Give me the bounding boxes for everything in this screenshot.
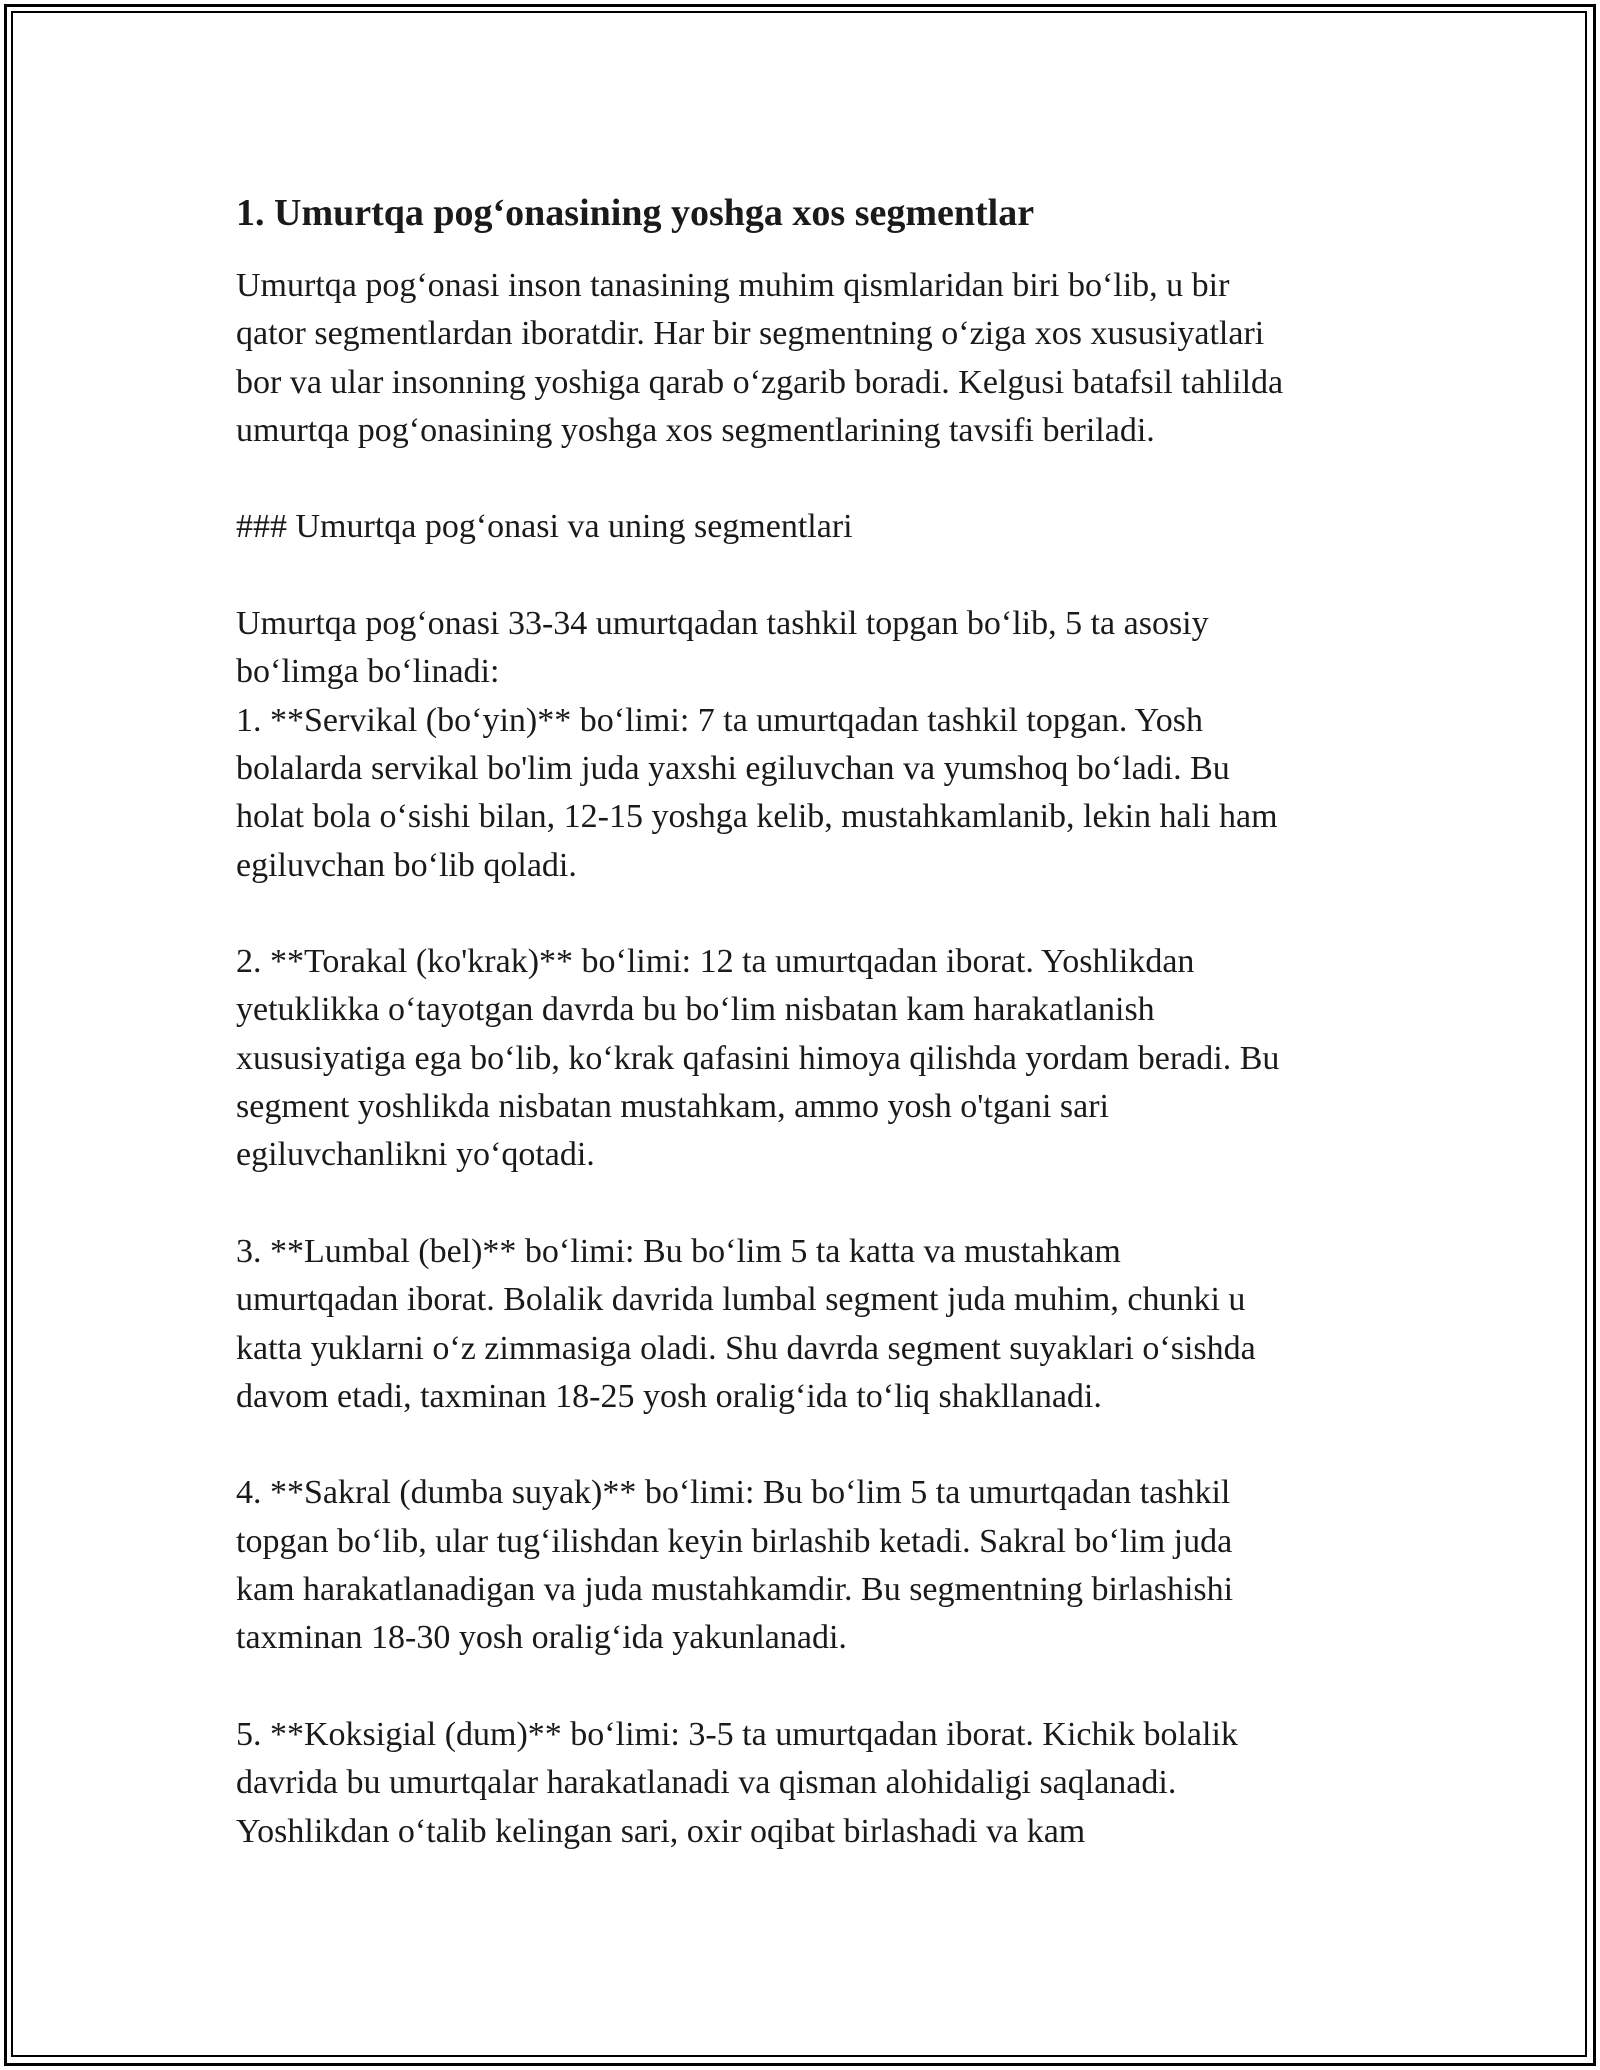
overview-paragraph: Umurtqa pog‘onasi 33-34 umurtqadan tashkil topgan bo‘lib, 5 ta asosiy bo‘limga bo‘linadi:	[236, 605, 1209, 691]
segment-item-coccygeal: 5. **Koksigial (dum)** bo‘limi: 3-5 ta umurtqadan iborat. Kichik bolalik davrida bu umurtqalar harakatlanadi va qisman alohidaligi saqlanadi. Yoshlikdan o‘talib kelingan sari, oxir oqibat birlashadi va kam	[236, 1715, 1238, 1850]
paragraph-spacer	[236, 1421, 1386, 1469]
paragraph-spacer	[236, 1180, 1386, 1228]
segment-item-thoracic: 2. **Torakal (ko'krak)** bo‘limi: 12 ta umurtqadan iborat. Yoshlikdan yetuklikka o‘tayotgan davrda bu bo‘lim nisbatan kam harakatlanish xususiyatiga ega bo‘lib, ko‘krak qafasini himoya qilishda yordam beradi. Bu segment yoshlikda nisbatan mustahkam, ammo yosh o'tgani sari egiluvchanlikni yo‘qotadi.	[236, 943, 1280, 1174]
section-subheading: ### Umurtqa pog‘onasi va uning segmentlari	[236, 508, 853, 546]
paragraph-spacer	[236, 1663, 1386, 1711]
segment-item-cervical: 1. **Servikal (bo‘yin)** bo‘limi: 7 ta umurtqadan tashkil topgan. Yosh bolalarda servikal bo'lim juda yaxshi egiluvchan va yumshoq bo‘ladi. Bu holat bola o‘sishi bilan, 12-15 yoshga kelib, mustahkamlanib, lekin hali ham egiluvchan bo‘lib qoladi.	[236, 701, 1278, 884]
segment-item-lumbar: 3. **Lumbal (bel)** bo‘limi: Bu bo‘lim 5 ta katta va mustahkam umurtqadan iborat. Bolalik davrida lumbal segment juda muhim, chunki u katta yuklarni o‘z zimmasiga oladi. Shu davrda segment suyaklari o‘sishda davom etadi, taxminan 18-25 yosh oralig‘ida to‘liq shakllanadi.	[236, 1232, 1256, 1415]
segment-item-sacral: 4. **Sakral (dumba suyak)** bo‘limi: Bu bo‘lim 5 ta umurtqadan tashkil topgan bo‘lib, ular tug‘ilishdan keyin birlashib ketadi. Sakral bo‘lim juda kam harakatlanadigan va juda mustahkamdir. Bu segmentning birlashishi taxminan 18-30 yosh oralig‘ida yakunlanadi.	[236, 1474, 1234, 1657]
paragraph-spacer	[236, 455, 1386, 503]
paragraph-spacer	[236, 890, 1386, 938]
document-body	[236, 182, 1386, 1856]
paragraph-spacer	[236, 552, 1386, 600]
intro-paragraph: Umurtqa pog‘onasi inson tanasining muhim qismlaridan biri bo‘lib, u bir qator segmentlardan iboratdir. Har bir segmentning o‘ziga xos xususiyatlari bor va ular insonning yoshiga qarab o‘zgarib boradi. Kelgusi batafsil tahlilda umurtqa pog‘onasining yoshga xos segmentlarining tavsifi beriladi.	[236, 267, 1284, 449]
document-title: 1. Umurtqa pog‘onasining yoshga xos segmentlar	[236, 192, 1035, 234]
